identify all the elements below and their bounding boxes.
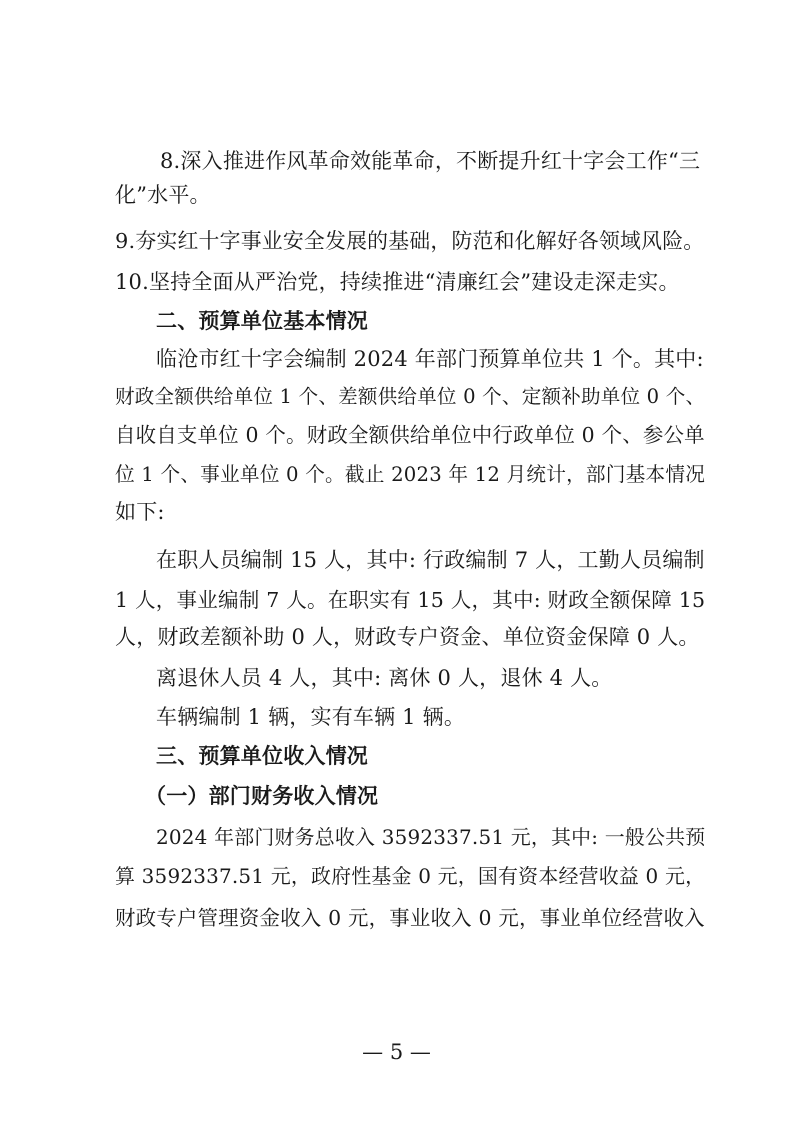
paragraph-line: 9.夯实红十字事业安全发展的基础，防范和化解好各领域风险。 bbox=[115, 229, 705, 253]
section-heading: 三、预算单位收入情况 bbox=[156, 744, 368, 768]
section-heading: 二、预算单位基本情况 bbox=[156, 309, 368, 333]
paragraph-line: 自收自支单位 0 个。财政全额供给单位中行政单位 0 个、参公单 bbox=[115, 423, 705, 447]
paragraph-line: 如下: bbox=[115, 500, 165, 524]
paragraph-line: 临沧市红十字会编制 2024 年部门预算单位共 1 个。其中: bbox=[156, 347, 704, 371]
paragraph-line: 财政全额供给单位 1 个、差额供给单位 0 个、定额补助单位 0 个、 bbox=[115, 385, 706, 408]
paragraph-line: 2024 年部门财务总收入 3592337.51 元，其中: 一般公共预 bbox=[156, 825, 706, 849]
paragraph-line: 人，财政差额补助 0 人，财政专户资金、单位资金保障 0 人。 bbox=[115, 625, 700, 649]
paragraph-line: 位 1 个、事业单位 0 个。截止 2023 年 12 月统计，部门基本情况 bbox=[115, 463, 706, 486]
paragraph-line: 1 人，事业编制 7 人。在职实有 15 人，其中: 财政全额保障 15 bbox=[115, 588, 706, 612]
paragraph-line: 10.坚持全面从严治党，持续推进“清廉红会”建设走深走实。 bbox=[115, 270, 680, 294]
paragraph-line: 化”水平。 bbox=[115, 183, 211, 207]
subsection-heading: （一）部门财务收入情况 bbox=[145, 784, 379, 808]
paragraph-line: 车辆编制 1 辆，实有车辆 1 辆。 bbox=[156, 705, 466, 729]
paragraph-line: 财政专户管理资金收入 0 元，事业收入 0 元，事业单位经营收入 bbox=[115, 906, 705, 930]
page-number: — 5 — bbox=[362, 1040, 431, 1064]
paragraph-line: 8.深入推进作风革命效能革命，不断提升红十字会工作“三 bbox=[160, 149, 701, 173]
paragraph-line: 离退休人员 4 人，其中: 离休 0 人，退休 4 人。 bbox=[156, 666, 613, 690]
paragraph-line: 在职人员编制 15 人，其中: 行政编制 7 人，工勤人员编制 bbox=[156, 548, 705, 572]
paragraph-line: 算 3592337.51 元，政府性基金 0 元，国有资本经营收益 0 元， bbox=[115, 864, 706, 888]
